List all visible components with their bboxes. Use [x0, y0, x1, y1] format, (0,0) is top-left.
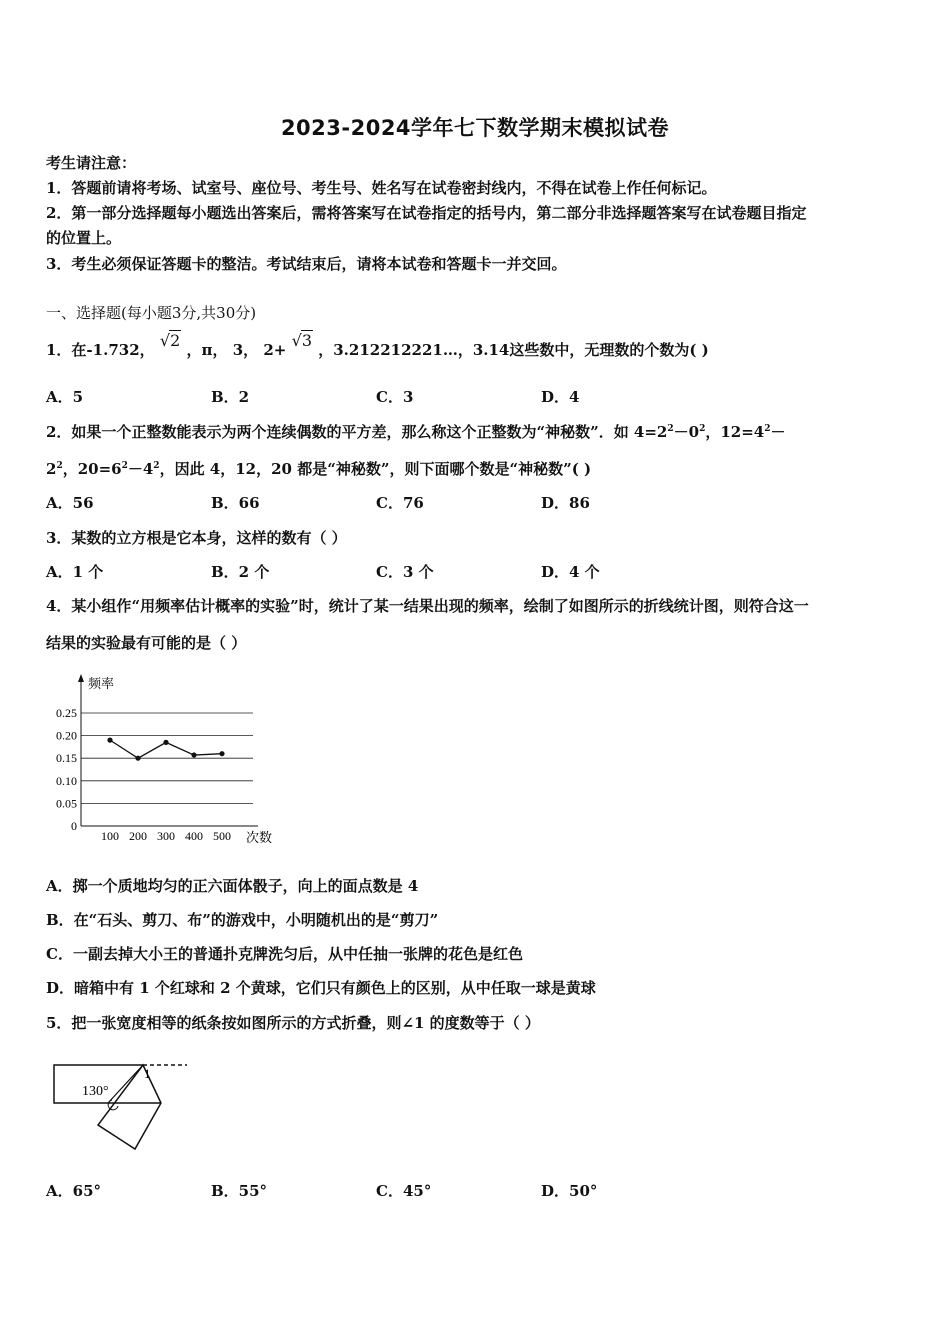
y-tick-label: 0.15	[56, 751, 77, 766]
y-tick-label: 0.10	[56, 773, 77, 788]
q2-option-b: B．66	[211, 494, 260, 512]
q1-part-2: ，π， 3， 2+	[186, 341, 287, 359]
chart-grid	[81, 713, 253, 803]
x-axis-label: 次数	[246, 830, 273, 845]
q2-text-b: －0	[673, 423, 700, 441]
q2-text-h: ，因此 4，12，20 都是“神秘数”，则下面哪个数是“神秘数”( )	[159, 460, 592, 478]
frequency-line-chart	[40, 668, 290, 848]
angle-1-label: 1	[144, 1066, 151, 1081]
q2-option-d: D．86	[541, 494, 590, 512]
q5-option-b: B．55°	[211, 1182, 268, 1200]
sqrt-2-radicand: 2	[170, 331, 181, 350]
sqrt-3: √3	[291, 331, 312, 350]
q3-option-c: C．3 个	[376, 563, 434, 581]
q3-option-b: B．2 个	[211, 563, 270, 581]
y-tick-label: 0.20	[56, 728, 77, 743]
q2-text-g: －4	[127, 460, 154, 478]
q4-option-b: B．在“石头、剪刀、布”的游戏中，小明随机出的是“剪刀”	[46, 911, 439, 929]
q2-text-c: ，12=4	[705, 423, 765, 441]
question-4-line-2: 结果的实验最有可能的是（ ）	[46, 634, 247, 652]
section-heading: 一、选择题(每小题3分,共30分)	[46, 304, 257, 322]
x-tick-label: 500	[213, 829, 231, 843]
folded-paper-diagram	[40, 1050, 200, 1160]
folded-flap	[98, 1065, 161, 1149]
data-point	[163, 740, 168, 745]
fold-line	[108, 1065, 143, 1103]
question-1	[46, 331, 709, 360]
q5-option-c: C．45°	[376, 1182, 432, 1200]
sup: 2	[56, 461, 63, 471]
q1-option-b: B．2	[211, 388, 250, 406]
notice-line-3: 3．考生必须保证答题卡的整洁。考试结束后，请将本试卷和答题卡一并交回。	[46, 255, 567, 273]
y-axis-arrow	[78, 674, 84, 682]
y-axis-label: 频率	[88, 676, 115, 691]
q1-option-c: C．3	[376, 388, 414, 406]
x-tick-label: 300	[157, 829, 175, 843]
x-tick-label: 400	[185, 829, 203, 843]
sup: 2	[764, 424, 771, 434]
y-tick-labels	[56, 706, 77, 833]
data-point	[107, 738, 112, 743]
y-tick-label: 0.05	[56, 796, 77, 811]
q1-option-d: D．4	[541, 388, 580, 406]
data-point	[135, 756, 140, 761]
x-tick-labels	[101, 829, 231, 843]
question-5: 5．把一张宽度相等的纸条按如图所示的方式折叠，则∠1 的度数等于（ ）	[46, 1014, 540, 1032]
notice-heading: 考生请注意：	[46, 154, 137, 172]
q3-option-d: D．4 个	[541, 563, 600, 581]
q1-part-1: 1．在-1.732，	[46, 341, 155, 359]
notice-line-2: 2．第一部分选择题每小题选出答案后，需将答案写在试卷指定的括号内，第二部分非选择题答案写在试卷题目指定	[46, 204, 807, 222]
q2-text-d: －	[770, 423, 786, 441]
q4-option-a: A．掷一个质地均匀的正六面体骰子，向上的面点数是 4	[46, 877, 419, 895]
data-point	[219, 751, 224, 756]
question-4-line-1: 4．某小组作“用频率估计概率的实验”时，统计了某一结果出现的频率，绘制了如图所示的折线统计图，则符合这一	[46, 597, 809, 615]
q2-option-c: C．76	[376, 494, 424, 512]
sup: 2	[699, 424, 706, 434]
data-point	[191, 752, 196, 757]
question-3: 3．某数的立方根是它本身，这样的数有（ ）	[46, 529, 347, 547]
angle-130-label: 130°	[82, 1084, 109, 1099]
question-2-line-2	[46, 458, 591, 479]
sup: 2	[121, 461, 128, 471]
x-tick-label: 200	[129, 829, 147, 843]
x-tick-label: 100	[101, 829, 119, 843]
q4-option-d: D．暗箱中有 1 个红球和 2 个黄球，它们只有颜色上的区别，从中任取一球是黄球	[46, 979, 596, 997]
notice-line-2-cont: 的位置上。	[46, 229, 122, 247]
q2-text-e: 2	[46, 460, 57, 478]
q1-option-a: A．5	[46, 388, 84, 406]
q2-option-a: A．56	[46, 494, 94, 512]
q5-option-a: A．65°	[46, 1182, 102, 1200]
sup: 2	[153, 461, 160, 471]
q5-option-d: D．50°	[541, 1182, 598, 1200]
chart-series	[107, 738, 224, 761]
y-tick-label: 0	[71, 819, 77, 833]
q2-text-f: ，20=6	[62, 460, 122, 478]
y-tick-label: 0.25	[56, 706, 77, 720]
sup: 2	[667, 424, 674, 434]
q3-option-a: A．1 个	[46, 563, 104, 581]
notice-line-1: 1．答题前请将考场、试室号、座位号、考生号、姓名写在试卷密封线内，不得在试卷上作任何标记。	[46, 179, 717, 197]
sqrt-3-radicand: 3	[301, 331, 312, 350]
question-2-line-1	[46, 421, 786, 442]
q4-option-c: C．一副去掉大小王的普通扑克牌洗匀后，从中任抽一张牌的花色是红色	[46, 945, 523, 963]
page-title: 2023-2024学年七下数学期末模拟试卷	[280, 116, 670, 140]
q2-text-a: 2．如果一个正整数能表示为两个连续偶数的平方差，那么称这个正整数为“神秘数”．如 4=2	[46, 423, 668, 441]
q1-part-3: ，3.212212221…，3.14这些数中，无理数的个数为( )	[318, 341, 709, 359]
sqrt-2: √2	[159, 331, 181, 350]
